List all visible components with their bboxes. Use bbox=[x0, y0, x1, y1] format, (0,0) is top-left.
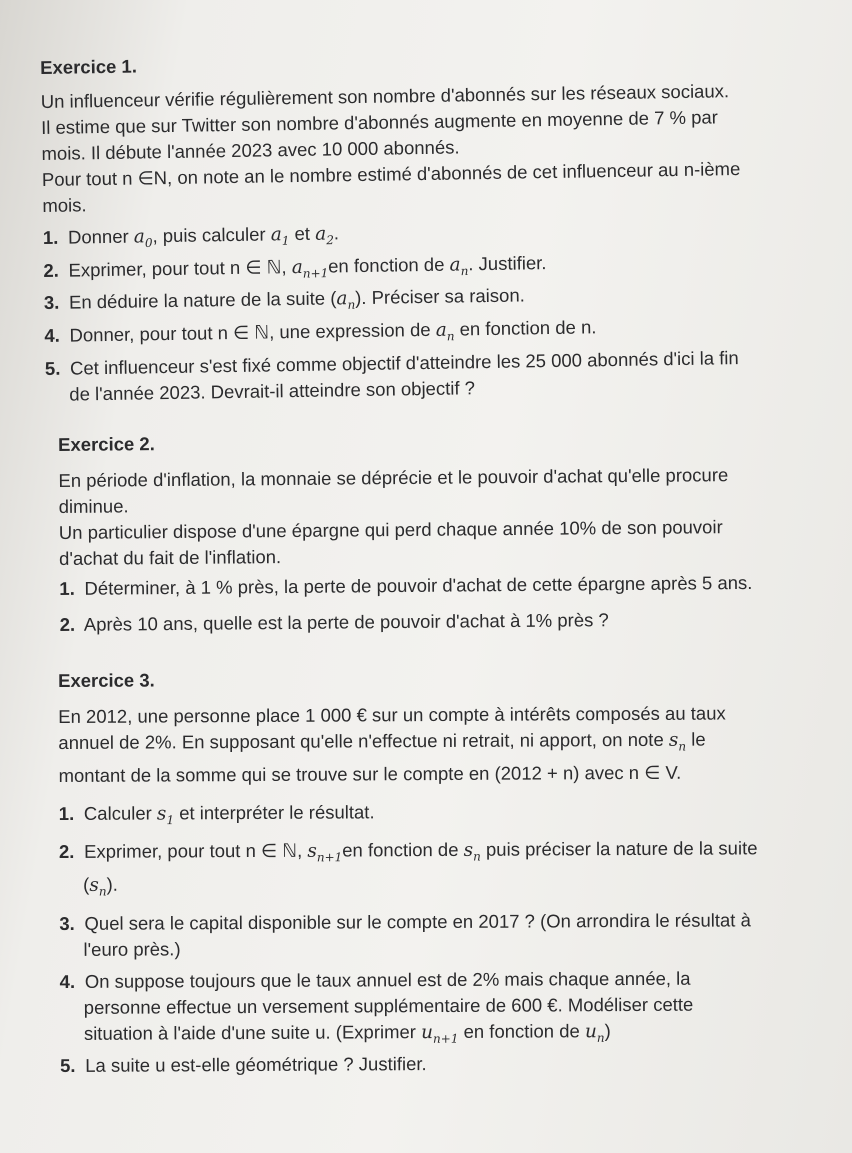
exercise-3-title: Exercice 3. bbox=[58, 669, 155, 691]
exercise-3-question-4-cont: personne effectue un versement supplémentaire de 600 €. Modéliser cette bbox=[83, 993, 694, 1018]
exercise-1-intro-line: Pour tout n ∈N, on note an le nombre estimé d'abonnés de cet influenceur au n-ième bbox=[41, 158, 741, 190]
exercise-3-question-2: 2. Exprimer, pour tout n ∈ ℕ, $s_{n+1}en$ fonction de $s_n$ puis préciser la nature de la suite bbox=[58, 837, 758, 865]
exercise-3-intro-line: montant de la somme qui se trouve sur le compte en (2012 + n) avec n ∈ V. bbox=[58, 761, 682, 786]
exercise-1-intro-line: Il estime que sur Twitter son nombre d'abonnés augmente en moyenne de 7 % par bbox=[40, 106, 719, 138]
exercise-3-question-4: 4. On suppose toujours que le taux annuel est de 2% mais chaque année, la bbox=[59, 967, 691, 992]
exercise-2-intro-line: En période d'inflation, la monnaie se déprécie et le pouvoir d'achat qu'elle procure bbox=[58, 464, 729, 491]
exercise-3-intro-line: annuel de 2%. En supposant qu'elle n'effectue ni retrait, ni apport, on note $s_n$ le bbox=[58, 728, 706, 754]
exercise-3-question-5: 5. La suite u est-elle géométrique ? Justifier. bbox=[60, 1053, 427, 1077]
exercise-3-question-4-cont: situation à l'aide d'une suite u. (Exprimer $u_{n+1}$ en fonction de $u_n$) bbox=[83, 1019, 611, 1046]
exercise-2-question-1: 1. Déterminer, à 1 % près, la perte de pouvoir d'achat de cette épargne après 5 ans. bbox=[59, 571, 753, 599]
exercise-3 bbox=[58, 664, 845, 1080]
exercise-1-intro-line: mois. Il débute l'année 2023 avec 10 000 abonnés. bbox=[41, 136, 460, 164]
exercise-1-intro-line: Un influenceur vérifie régulièrement son nombre d'abonnés sur les réseaux sociaux. bbox=[40, 80, 730, 112]
exercise-1-question-5: 5. Cet influenceur s'est fixé comme objectif d'atteindre les 25 000 abonnés d'ici la fin bbox=[44, 346, 739, 379]
exercise-2-intro-line: d'achat du fait de l'inflation. bbox=[59, 546, 282, 569]
exercise-2-question-2: 2. Après 10 ans, quelle est la perte de pouvoir d'achat à 1% près ? bbox=[59, 609, 609, 635]
exercise-1-question-1: 1. Donner $a_0$, puis calculer $a_1$ et $a_2$. bbox=[42, 222, 340, 251]
exercise-1-question-2: 2. Exprimer, pour tout n ∈ ℕ, $a_{n+1}en$ fonction de $a_n$. Justifier. bbox=[43, 251, 547, 281]
exercise-1-question-5-cont: de l'année 2023. Devrait-il atteindre son objectif ? bbox=[69, 376, 476, 405]
exercise-2 bbox=[58, 425, 840, 638]
exercise-1-intro-line: mois. bbox=[42, 194, 87, 216]
exercise-2-title: Exercice 2. bbox=[58, 433, 155, 455]
exercise-1-question-4: 4. Donner, pour tout n ∈ ℕ, une expression de $a_n$ en fonction de n. bbox=[44, 316, 597, 347]
exercise-1-title: Exercice 1. bbox=[40, 55, 138, 78]
exercise-3-intro-line: En 2012, une personne place 1 000 € sur un compte à intérêts composés au taux bbox=[58, 702, 726, 727]
exercise-3-question-1: 1. Calculer $s_1$ et interpréter le résultat. bbox=[58, 801, 375, 827]
exercise-3-question-3-cont: l'euro près.) bbox=[83, 938, 181, 960]
exercise-3-question-3: 3. Quel sera le capital disponible sur le compte en 2017 ? (On arrondira le résultat à bbox=[59, 909, 751, 934]
exercise-2-intro-line: diminue. bbox=[58, 495, 129, 517]
exercise-3-question-2-cont: $(s_n)$. bbox=[83, 873, 118, 899]
exercise-1-question-3: 3. En déduire la nature de la suite $(a_n)$. Préciser sa raison. bbox=[43, 284, 525, 314]
exercise-2-intro-line: Un particulier dispose d'une épargne qui perd chaque année 10% de son pouvoir bbox=[58, 516, 723, 543]
exercise-1 bbox=[40, 42, 845, 407]
